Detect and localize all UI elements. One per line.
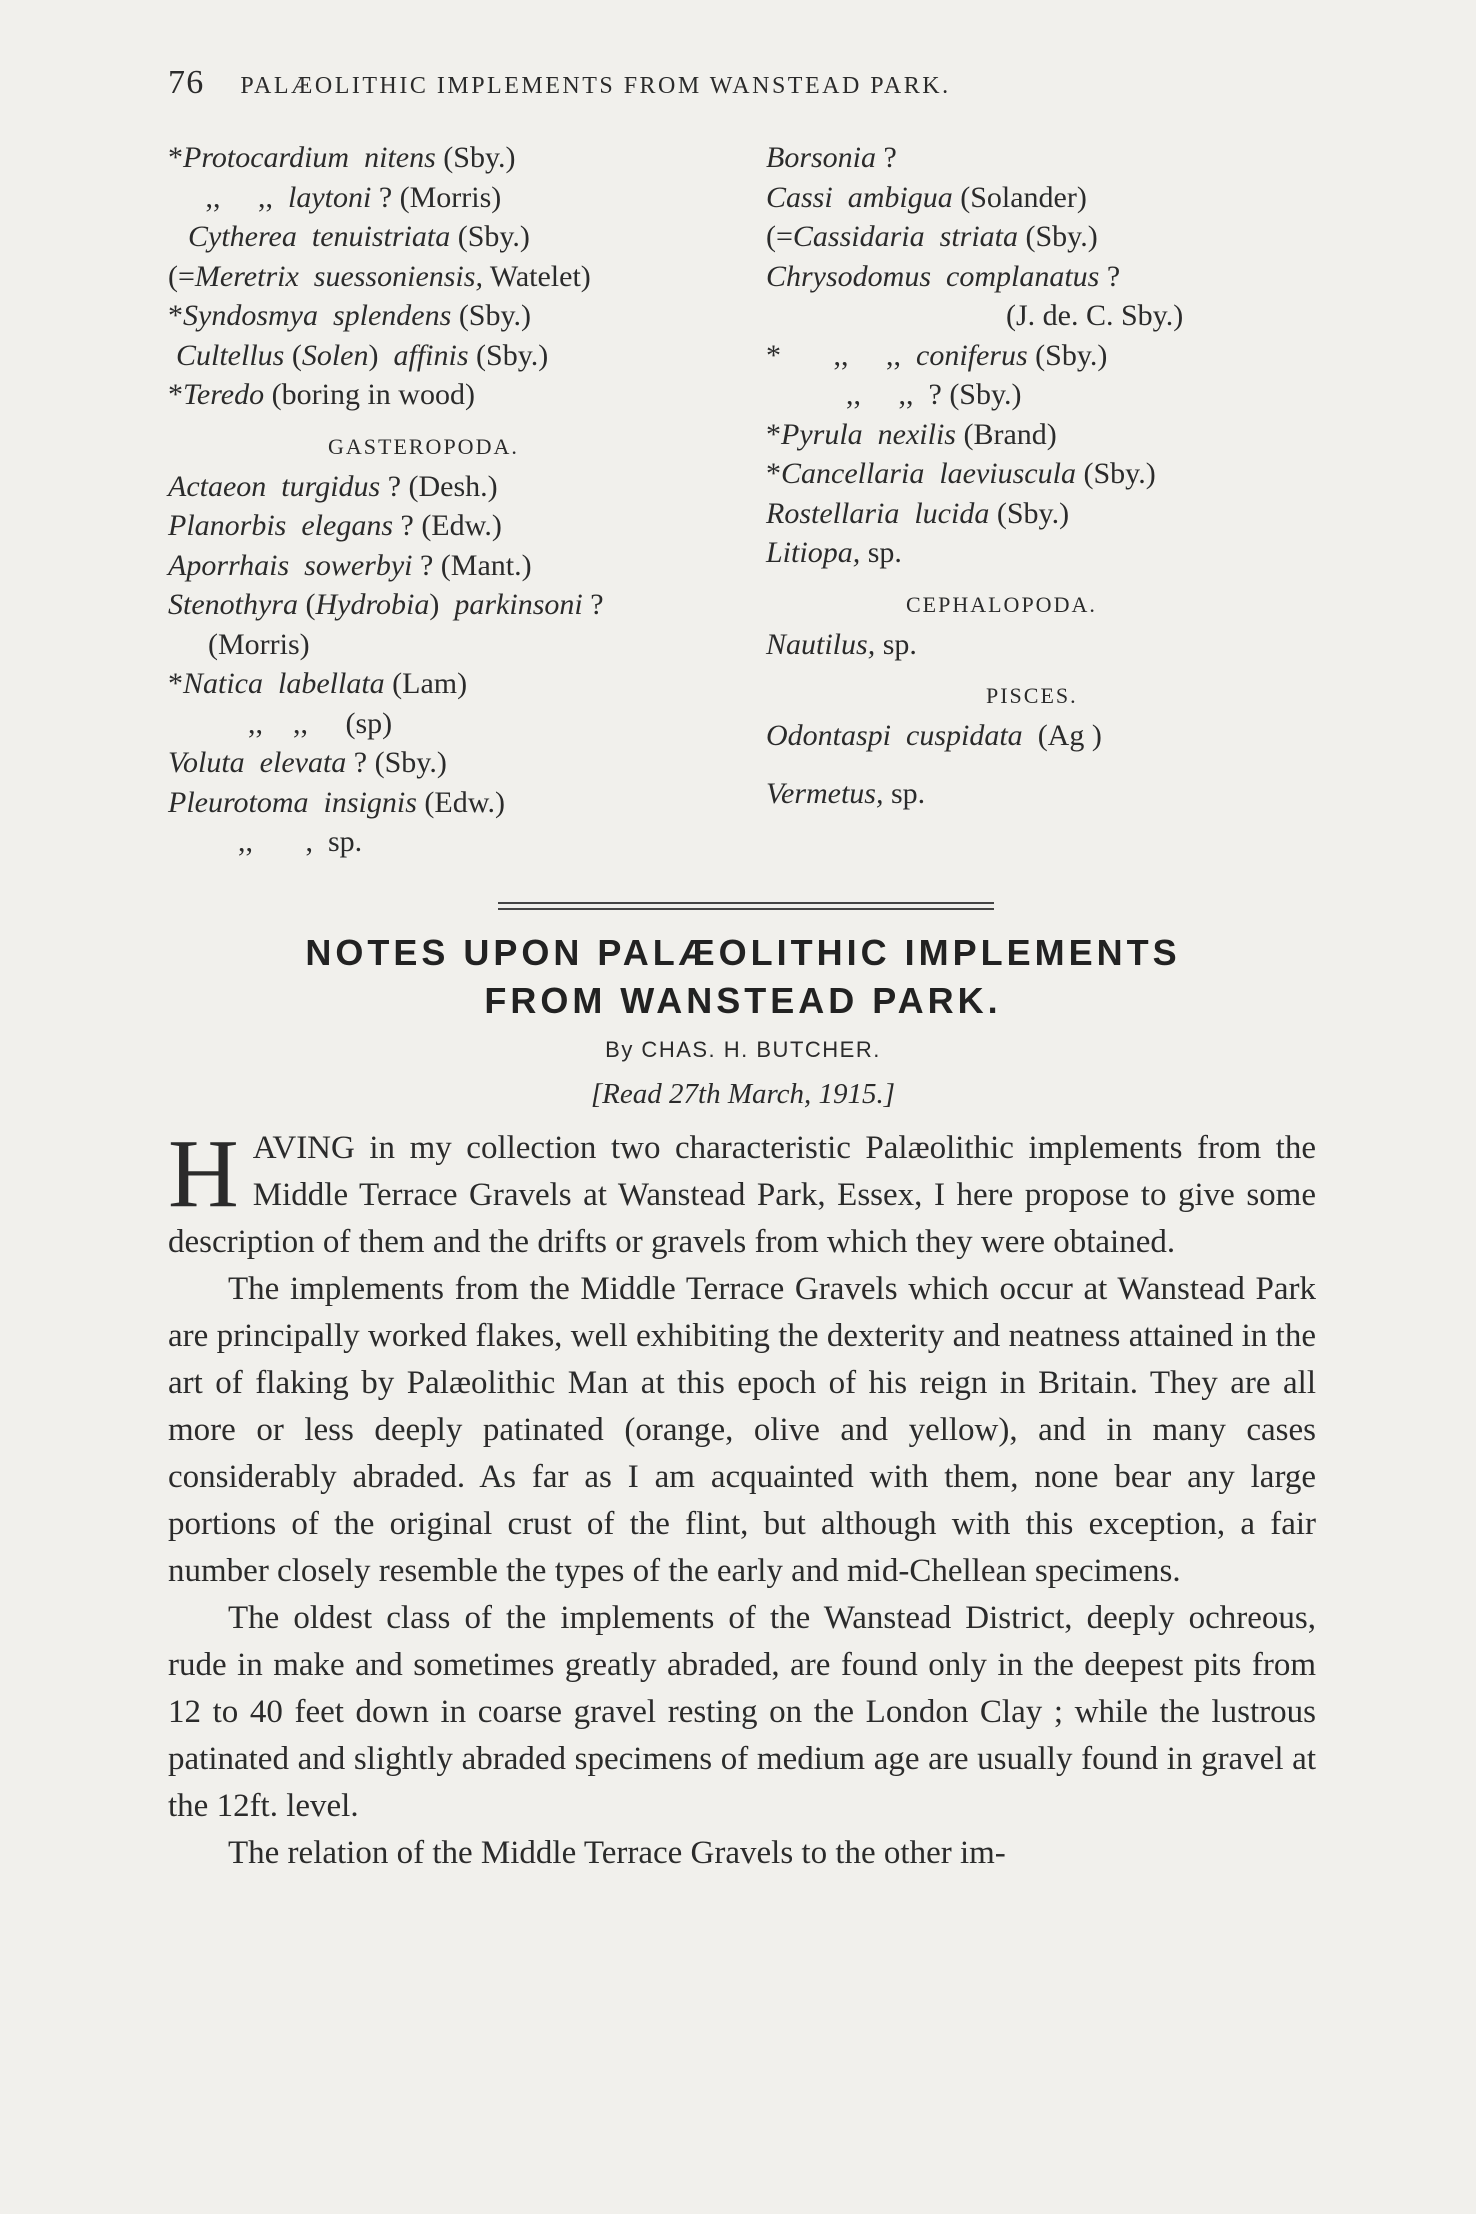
star-mark: *: [168, 299, 183, 332]
left-list-entry: [168, 822, 728, 862]
genus-name: Cassidaria: [792, 220, 925, 253]
entry-prefix: (=: [766, 220, 793, 253]
entry-authority: ? (Mant.): [412, 548, 532, 582]
article-byline: By CHAS. H. BUTCHER.: [605, 1037, 881, 1062]
subgenus-name: Hydrobia: [315, 588, 430, 621]
right-list-entry: [766, 178, 1326, 218]
entry-authority: ?: [1099, 259, 1121, 293]
right-list-entry: [766, 296, 1326, 336]
genus-name: Cancellaria: [781, 457, 925, 490]
right-list-entry: [766, 774, 1326, 814]
entry-authority: (Sby.): [1027, 338, 1108, 372]
star-mark: *: [766, 457, 781, 490]
entry-authority: ?: [582, 588, 604, 621]
genus-name: Meretrix: [194, 259, 299, 293]
paragraph-3: The oldest class of the implements of the Wanstead District, deeply ochreous, rude in make and sometimes greatly abraded, are found only in the deepest pits from 12 to 40 feet down in coarse gravel resting on the London Clay ; while the lustrous patinated and slightly abraded specimens of medium age are usually found in gravel at the 12ft. level.: [168, 1600, 1316, 1824]
genus-name: Syndosmya: [183, 299, 318, 332]
right-list-section-heading: PISCES.: [986, 683, 1078, 708]
entry-prefix: * ,, ,,: [766, 338, 901, 372]
paragraph-4: The relation of the Middle Terrace Gravels to the other im-: [228, 1835, 1006, 1871]
entry-authority: Watelet): [482, 259, 591, 293]
entry-authority: (Solander): [952, 180, 1087, 214]
genus-name: Protocardium: [183, 141, 350, 174]
genus-name: Planorbis: [168, 509, 287, 542]
star-mark: *: [168, 141, 183, 174]
species-name: laeviuscula: [924, 457, 1076, 490]
entry-authority: (Edw.): [416, 785, 505, 819]
right-list-entry: [766, 756, 1326, 774]
species-list-left: [168, 138, 728, 862]
page-number: 76: [168, 64, 205, 101]
entry-authority: (Sby.): [450, 220, 530, 253]
genus-name: Pleurotoma: [168, 785, 309, 819]
entry-authority: sp.: [860, 536, 902, 569]
article-title-line1: NOTES UPON PALÆOLITHIC IMPLEMENTS: [305, 932, 1181, 973]
species-name: cuspidata: [891, 719, 1023, 752]
drop-cap: H: [168, 1120, 239, 1228]
species-name: striata: [924, 220, 1018, 253]
species-name: sowerbyi: [289, 548, 413, 582]
left-list-entry: [168, 704, 728, 744]
entry-authority: (Morris): [208, 627, 310, 661]
right-list-entry: [766, 716, 1326, 756]
genus-name: Vermetus,: [766, 776, 884, 810]
genus-name: Voluta: [168, 746, 245, 779]
species-name: parkinsoni: [439, 588, 583, 621]
star-mark: *: [766, 417, 781, 451]
subgenus-name: Solen: [301, 338, 369, 372]
entry-authority: (J. de. C. Sby.): [1006, 299, 1184, 332]
species-name: affinis: [378, 338, 469, 372]
left-list-entry: [168, 178, 728, 218]
species-name: splendens: [317, 299, 452, 332]
paren: (: [284, 338, 302, 372]
genus-name: Aporrhais: [168, 548, 290, 582]
left-list-entry: [168, 625, 728, 665]
species-name: insignis: [308, 785, 417, 819]
right-list-entry: [766, 494, 1326, 534]
right-list-section-heading: CEPHALOPODA.: [906, 591, 1097, 617]
species-name: elevata: [244, 746, 347, 779]
right-list-entry: [766, 217, 1326, 257]
entry-authority: (Sby.): [468, 338, 549, 372]
species-name: complanatus: [931, 259, 1100, 293]
species-name: elegans: [286, 509, 393, 542]
entry-authority: ? (Edw.): [393, 509, 502, 542]
genus-name: Chrysodomus: [766, 259, 932, 293]
paragraph-2: The implements from the Middle Terrace Gravels which occur at Wanstead Park are principally worked flakes, well exhibiting the dexterity and neatness attained in the art of flaking by Palæolithic Man at this epoch of his reign in Britain. They are all more or less deeply patinated (orange, olive and yellow), and in many cases considerably abraded. As far as I am acquainted with them, none bear any large portions of the original crust of the flint, but although with this exception, a fair number closely resemble the types of the early and mid-Chellean specimens.: [168, 1271, 1316, 1589]
entry-authority: sp.: [875, 627, 917, 661]
entry-authority: ,, ,, ? (Sby.): [846, 378, 1022, 411]
left-list-entry: [168, 585, 728, 625]
left-list-entry: [168, 217, 728, 257]
species-name: turgidus: [266, 469, 381, 503]
star-mark: *: [168, 667, 183, 700]
entry-authority: (Brand): [955, 417, 1057, 451]
species-name: nexilis: [862, 417, 956, 451]
paren: (: [297, 588, 316, 621]
genus-name: Actaeon: [168, 469, 267, 503]
entry-authority: ? (Desh.): [380, 469, 498, 503]
species-name: nitens: [349, 141, 436, 174]
entry-prefix: (=: [168, 259, 195, 293]
right-list-entry: [766, 533, 1326, 573]
entry-authority: ?: [876, 141, 897, 174]
species-name: ambigua: [832, 180, 953, 214]
section-divider-top: [498, 902, 994, 904]
entry-authority: (Ag ): [1022, 719, 1102, 752]
entry-authority: (Sby.): [989, 496, 1070, 530]
paragraph-1: [168, 1120, 1316, 1266]
species-name: suessoniensis,: [298, 259, 483, 293]
paragraph-text: AVING in my collection two characteristic Palæolithic implements from the Middle Terrace Gravels at Wanstead Park, Essex, I here propose to give some description of them and the drifts or gravels from which they were obtained.: [168, 1130, 1316, 1260]
genus-name: Litiopa,: [766, 536, 861, 569]
article-body: [168, 1120, 1316, 1877]
left-list-section-heading: GASTEROPODA.: [328, 433, 519, 459]
left-list-entry: [168, 296, 728, 336]
entry-authority: ? (Sby.): [346, 746, 447, 779]
species-name: labellata: [263, 667, 385, 700]
left-list-entry: [168, 467, 728, 507]
species-name: lucida: [899, 496, 990, 530]
entry-authority: (Sby.): [1018, 220, 1098, 253]
entry-authority: ? (Morris): [371, 180, 502, 214]
section-divider-bottom: [498, 908, 994, 910]
genus-name: Cultellus: [176, 338, 285, 372]
left-list-entry: [168, 664, 728, 704]
article-title-line2: FROM WANSTEAD PARK.: [484, 980, 1002, 1021]
entry-authority: ,, , sp.: [238, 825, 363, 858]
left-list-entry: [168, 506, 728, 546]
entry-authority: (boring in wood): [264, 378, 475, 411]
left-list-entry: [168, 336, 728, 376]
left-list-entry: [168, 257, 728, 297]
entry-authority: (Sby.): [1075, 457, 1156, 490]
left-list-entry: [168, 138, 728, 178]
species-list-right: [766, 138, 1326, 813]
read-date: [Read 27th March, 1915.]: [590, 1078, 896, 1110]
left-list-entry: [168, 743, 728, 783]
species-name: coniferus: [901, 338, 1028, 372]
genus-name: Borsonia: [766, 141, 877, 174]
right-list-entry: [766, 336, 1326, 376]
genus-name: Odontaspi: [766, 719, 892, 752]
running-title: PALÆOLITHIC IMPLEMENTS FROM WANSTEAD PARK.: [240, 73, 951, 99]
right-list-entry: [766, 415, 1326, 455]
left-list-entry: [168, 375, 728, 415]
left-list-entry: [168, 546, 728, 586]
entry-prefix: ,, ,,: [168, 180, 273, 214]
entry-authority: (Lam): [384, 667, 468, 700]
entry-authority: sp.: [883, 776, 926, 810]
species-name: tenuistriata: [296, 220, 451, 253]
genus-name: Pyrula: [781, 417, 863, 451]
running-head: [168, 64, 1228, 102]
right-list-entry: [766, 138, 1326, 178]
entry-authority: (Sby.): [451, 299, 532, 332]
entry-authority: (Sby.): [435, 141, 516, 174]
right-list-entry: [766, 257, 1326, 297]
right-list-entry: [766, 625, 1326, 665]
right-list-entry: [766, 454, 1326, 494]
genus-name: Stenothyra: [168, 588, 298, 621]
right-list-entry: [766, 375, 1326, 415]
genus-name: Cassi: [766, 180, 833, 214]
left-list-entry: [168, 783, 728, 823]
genus-name: Cytherea: [188, 220, 297, 253]
entry-authority: ,, ,, (sp): [248, 706, 393, 740]
paren: ): [429, 588, 440, 621]
genus-name: Rostellaria: [766, 496, 900, 530]
genus-name: Nautilus,: [766, 627, 876, 661]
paren: ): [368, 338, 379, 372]
star-mark: *: [168, 378, 183, 411]
genus-name: Natica: [183, 667, 263, 700]
genus-name: Teredo: [183, 378, 265, 411]
species-name: laytoni: [273, 180, 372, 214]
